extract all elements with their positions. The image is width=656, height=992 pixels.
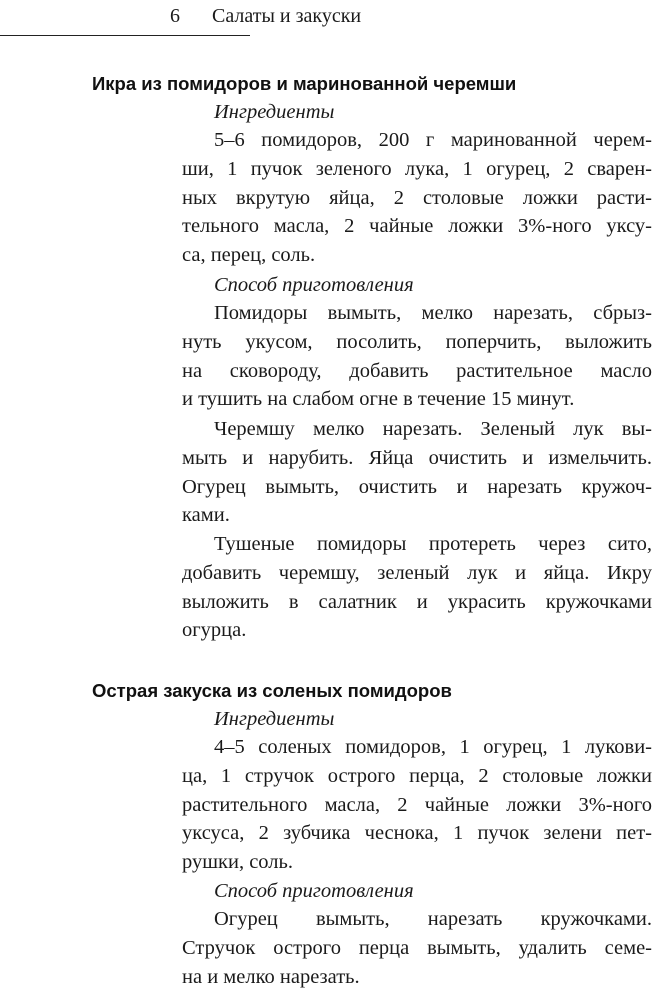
method-paragraph-1 (182, 299, 652, 414)
ingredients-text (182, 733, 652, 877)
text-line: выложить в салатник и украсить кружочками (182, 590, 652, 613)
page-number: 6 (170, 5, 180, 27)
recipe-title: Острая закуска из соленых помидоров (92, 680, 452, 701)
recipe-title: Икра из помидоров и маринованной черемши (92, 73, 517, 94)
text-line: огурца. (182, 619, 247, 642)
text-line: на и мелко нарезать. (182, 965, 360, 988)
text-line: на сковороду, добавить растительное масло (182, 359, 652, 382)
header-rule (0, 35, 250, 36)
text-line: Тушеные помидоры протереть через сито, (214, 533, 652, 555)
text-line: ками. (182, 504, 230, 527)
text-line: ных вкрутую яйца, 2 столовые ложки расти- (182, 186, 652, 209)
text-line: ши, 1 пучок зеленого лука, 1 огурец, 2 сварен- (182, 157, 652, 180)
method-paragraph-3 (182, 530, 652, 645)
text-line: Огурец вымыть, нарезать кружочками. (214, 908, 652, 930)
method-heading: Способ приготовления (214, 880, 414, 902)
text-line: рушки, соль. (182, 851, 293, 874)
text-line: мыть и нарубить. Яйца очистить и измельчить. (182, 446, 652, 469)
method-heading: Способ приготовления (214, 274, 414, 296)
ingredients-text (182, 126, 652, 270)
text-line: растительного масла, 2 чайные ложки 3%-ного (182, 793, 652, 816)
text-line: тельного масла, 2 чайные ложки 3%-ного уксу- (182, 215, 652, 238)
text-line: уксуса, 2 зубчика чеснока, 1 пучок зелени пет- (182, 822, 652, 845)
text-line: ца, 1 стручок острого перца, 2 столовые ложки (182, 764, 652, 787)
running-header (0, 2, 362, 36)
text-line: Огурец вымыть, очистить и нарезать кружоч- (182, 475, 652, 498)
text-line: и тушить на слабом огне в течение 15 минут. (182, 388, 575, 411)
text-line: Помидоры вымыть, мелко нарезать, сбрыз- (214, 302, 652, 324)
method-paragraph-2 (182, 415, 652, 530)
text-line: Стручок острого перца вымыть, удалить семе- (182, 936, 652, 959)
text-line: добавить черемшу, зеленый лук и яйца. Икру (182, 561, 652, 584)
text-line: нуть укусом, посолить, поперчить, выложить (182, 330, 652, 353)
ingredients-heading: Ингредиенты (214, 101, 335, 123)
text-line: 5–6 помидоров, 200 г маринованной черем- (214, 129, 652, 151)
text-line: Черемшу мелко нарезать. Зеленый лук вы- (214, 418, 652, 440)
text-line: 4–5 соленых помидоров, 1 огурец, 1 лукови- (214, 736, 652, 758)
ingredients-heading: Ингредиенты (214, 708, 335, 730)
method-paragraph-1 (182, 905, 652, 991)
section-title: Салаты и закуски (212, 5, 362, 27)
text-line: са, перец, соль. (182, 244, 316, 267)
